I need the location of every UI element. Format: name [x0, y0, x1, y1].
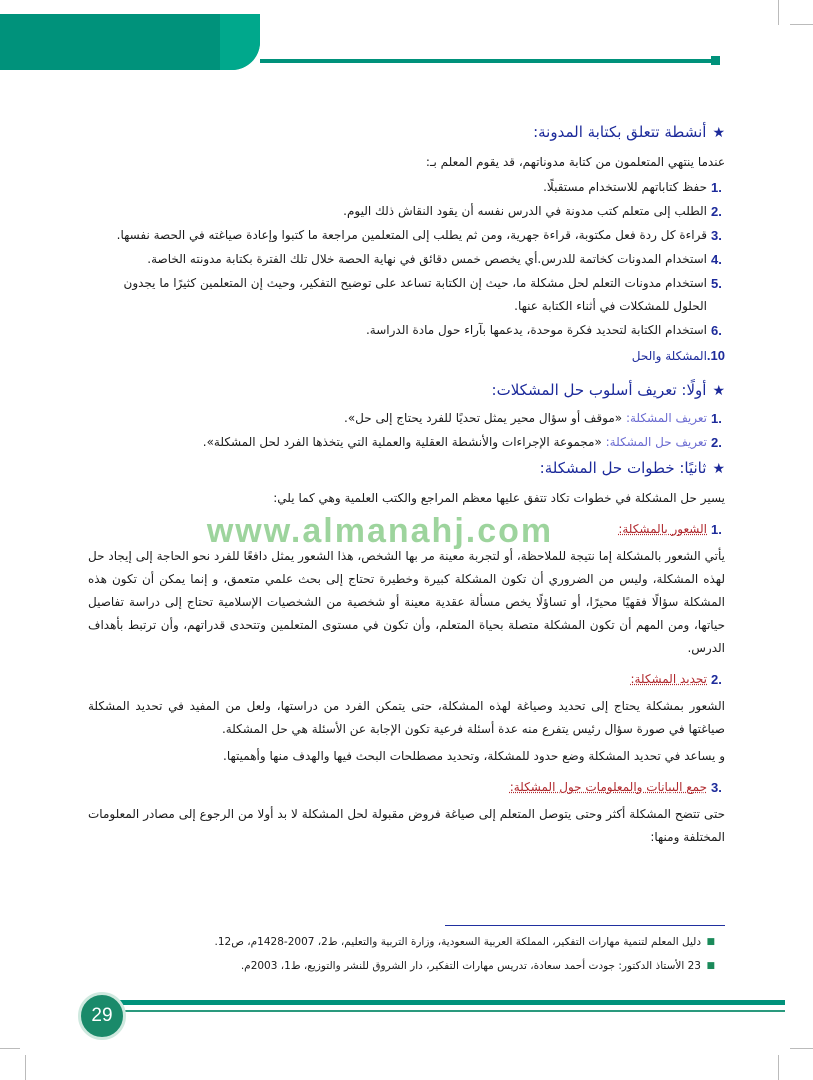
section-10-title	[74, 344, 725, 368]
item-number: 2.	[711, 435, 722, 450]
item-text: استخدام الكتابة لتحديد فكرة موحدة، يدعمها بآراء حول مادة الدراسة.	[365, 323, 707, 337]
second-heading	[88, 456, 725, 481]
list-item	[88, 200, 725, 223]
bullet-icon: ■	[706, 937, 715, 947]
list-item	[88, 272, 725, 318]
crop-mark	[778, 1055, 779, 1080]
header-tab	[0, 14, 260, 70]
activities-heading	[88, 120, 725, 145]
item-text: الطلب إلى متعلم كتب مدونة في الدرس نفسه أن يقود النقاش ذلك اليوم.	[343, 204, 707, 218]
list-item	[88, 176, 725, 199]
list-item	[88, 319, 725, 342]
item-text: قراءة كل ردة فعل مكتوبة، قراءة جهرية، ومن ثم يطلب إلى المتعلمين مراجعة ما كتبوا وإعادة صياغته في الحصة نفسها.	[116, 228, 707, 242]
step-number: 2.	[711, 672, 722, 687]
step-paragraph: و يساعد في تحديد المشكلة وضع حدود للمشكلة، وتحديد مصطلحات البحث فيها والهدف منها وأهميتها.	[223, 749, 725, 763]
list-item	[88, 248, 725, 271]
step-paragraph: يأتي الشعور بالمشكلة إما نتيجة للملاحظة، أو لتجربة معينة مر بها الشخص، هذا الشعور يمثل دافعًا للفرد نحو الحاجة إلى إيجاد حل لهذه المشكلة، وليس من الضروري أن تكون المشكلة كبيرة وخطيرة تحتاج إلى بحث علمي متعمق، و إنما يمكن أن تكون هذه المشكلة سؤالًا فقهيًا محيرًا، أو تساؤلًا يخص مسألة عقدية معينة أو شخصية من الشخصيات الإسلامية تحتاج إلى دراسة تفاصيل حياتها، ومن المهم أن تكون المشكلة متصلة بحياة المتعلم، وأن تكون في مستوى المتعلمين وتتحدى قدراتهم، وأن ترتبط بأهداف الدرس.	[88, 549, 725, 655]
header-rule	[260, 59, 715, 63]
item-number: 1.	[711, 180, 722, 195]
list-item	[88, 224, 725, 247]
main-content	[88, 120, 725, 849]
item-number: 3.	[711, 228, 722, 243]
step-heading	[88, 668, 725, 691]
definition-label: تعريف حل المشكلة:	[605, 435, 707, 449]
footnote-text: دليل المعلم لتنمية مهارات التفكير، المملكة العربية السعودية، وزارة التربية والتعليم، ط2، 2007-1428م، ص12.	[214, 936, 701, 948]
step-number: 1.	[711, 522, 722, 537]
footnote-item	[95, 930, 715, 954]
list-item	[88, 431, 725, 454]
crop-mark	[790, 1048, 813, 1049]
crop-mark	[25, 1055, 26, 1080]
step-title: جمع البيانات والمعلومات حول المشكلة:	[509, 780, 707, 794]
definition-text: «مجموعة الإجراءات والأنشطة العقلية والعملية التي يتخذها الفرد لحل المشكلة».	[202, 435, 602, 449]
first-heading	[88, 378, 725, 403]
bullet-icon: ■	[706, 961, 715, 971]
footnote-item	[95, 954, 715, 978]
item-number: 2.	[711, 204, 722, 219]
activities-list	[88, 176, 725, 342]
heading-text: ثانيًا: خطوات حل المشكلة:	[539, 459, 707, 477]
crop-mark	[778, 0, 779, 25]
item-text: حفظ كتاباتهم للاستخدام مستقبلًا.	[543, 180, 707, 194]
item-number: 4.	[711, 252, 722, 267]
section-title: المشكلة والحل	[631, 349, 707, 363]
star-icon: ★	[712, 125, 725, 141]
step-paragraph: حتى تتضح المشكلة أكثر وحتى يتوصل المتعلم إلى صياغة فروض مقبولة لحل المشكلة لا بد أولا من الرجوع إلى مصادر المعلومات المختلفة ومنها:	[88, 807, 725, 844]
step-heading	[88, 776, 725, 799]
item-text: استخدام مدونات التعلم لحل مشكلة ما، حيث إن الكتابة تساعد على توضيح التفكير، وحيث إن المتعلمين كثيرًا ما يجدون الحلول للمشكلات في أثناء الكتابة عنها.	[123, 276, 707, 313]
footer-bar-thin	[120, 1010, 785, 1012]
page-number: 29	[78, 992, 126, 1040]
footnotes	[95, 930, 715, 978]
step-title: تحديد المشكلة:	[630, 672, 707, 686]
item-number: 6.	[711, 323, 722, 338]
step-heading	[88, 518, 725, 541]
definition-label: تعريف المشكلة:	[625, 411, 707, 425]
step-number: 3.	[711, 780, 722, 795]
definition-text: «موقف أو سؤال محير يمثل تحديًا للفرد يحتاج إلى حل».	[344, 411, 623, 425]
footer-bar	[120, 1000, 785, 1005]
heading-text: أنشطة تتعلق بكتابة المدونة:	[533, 123, 707, 141]
step-title: الشعور بالمشكلة:	[618, 522, 707, 536]
definitions-list	[88, 407, 725, 454]
star-icon: ★	[712, 383, 725, 399]
footnote-text: 23 الأستاذ الدكتور: جودت أحمد سعادة، تدريس مهارات التفكير، دار الشروق للنشر والتوزيع، ط1، 2003م.	[240, 960, 701, 972]
activities-intro: عندما ينتهي المتعلمون من كتابة مدوناتهم، قد يقوم المعلم بـ:	[425, 155, 725, 169]
steps-intro: يسير حل المشكلة في خطوات تكاد تتفق عليها معظم المراجع والكتب العلمية وهي كما يلي:	[273, 491, 725, 505]
item-text: استخدام المدونات كخاتمة للدرس.أي يخصص خمس دقائق في نهاية الحصة خلال تلك الفترة بكتابة مدونته الخاصة.	[147, 252, 707, 266]
section-number: 10.	[706, 348, 725, 363]
item-number: 1.	[711, 411, 722, 426]
crop-mark	[790, 24, 813, 25]
item-number: 5.	[711, 276, 722, 291]
header-square	[711, 56, 720, 65]
footnote-rule	[445, 925, 725, 926]
heading-text: أولًا: تعريف أسلوب حل المشكلات:	[491, 381, 707, 399]
step-paragraph: الشعور بمشكلة يحتاج إلى تحديد وصياغة لهذه المشكلة، حتى يتمكن الفرد من دراستها، ولعل من المفيد في تحديد المشكلة صياغتها في صورة سؤال رئيس يتفرع منه عدة أسئلة فرعية تكون الإجابة عن الأسئلة هي حل المشكلة.	[88, 699, 725, 736]
crop-mark	[0, 1048, 20, 1049]
list-item	[88, 407, 725, 430]
watermark: www.almanahj.com	[206, 512, 554, 550]
star-icon: ★	[712, 461, 725, 477]
